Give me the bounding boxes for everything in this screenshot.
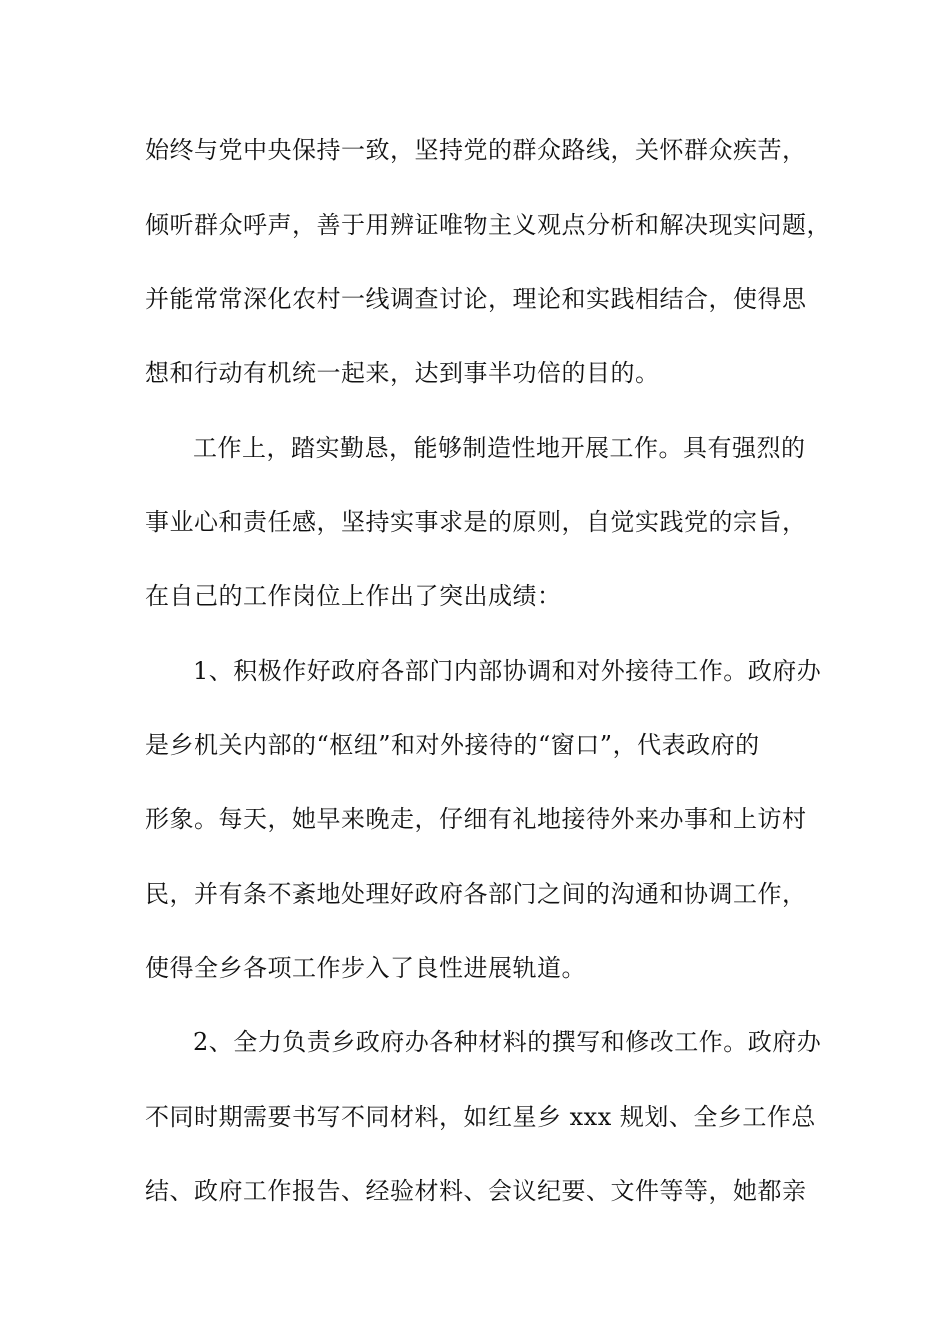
text-line-13: 2、全力负责乡政府办各种材料的撰写和修改工作。政府办 — [193, 1028, 822, 1056]
text-line-4: 想和行动有机统一起来，达到事半功倍的目的。 — [145, 359, 660, 387]
text-line-10: 形象。每天，她早来晚走，仔细有礼地接待外来办事和上访村 — [145, 805, 807, 833]
text-line-3: 并能常常深化农村一线调查讨论，理论和实践相结合，使得思 — [145, 285, 807, 313]
text-line-12: 使得全乡各项工作步入了良性进展轨道。 — [145, 954, 586, 982]
text-line-1: 始终与党中央保持一致，坚持党的群众路线，关怀群众疾苦， — [145, 136, 807, 164]
text-line-9: 是乡机关内部的“枢纽”和对外接待的“窗口”，代表政府的 — [145, 731, 760, 759]
text-line-15: 结、政府工作报告、经验材料、会议纪要、文件等等，她都亲 — [145, 1177, 807, 1205]
text-line-2: 倾听群众呼声，善于用辨证唯物主义观点分析和解决现实问题， — [145, 211, 831, 239]
text-line-6: 事业心和责任感，坚持实事求是的原则，自觉实践党的宗旨， — [145, 508, 807, 536]
text-line-11: 民，并有条不紊地处理好政府各部门之间的沟通和协调工作， — [145, 880, 807, 908]
text-line-7: 在自己的工作岗位上作出了突出成绩： — [145, 582, 562, 610]
text-line-5: 工作上，踏实勤恳，能够制造性地开展工作。具有强烈的 — [193, 434, 806, 462]
text-line-8: 1、积极作好政府各部门内部协调和对外接待工作。政府办 — [193, 657, 822, 685]
text-line-14: 不同时期需要书写不同材料，如红星乡 xxx 规划、全乡工作总 — [145, 1103, 816, 1131]
